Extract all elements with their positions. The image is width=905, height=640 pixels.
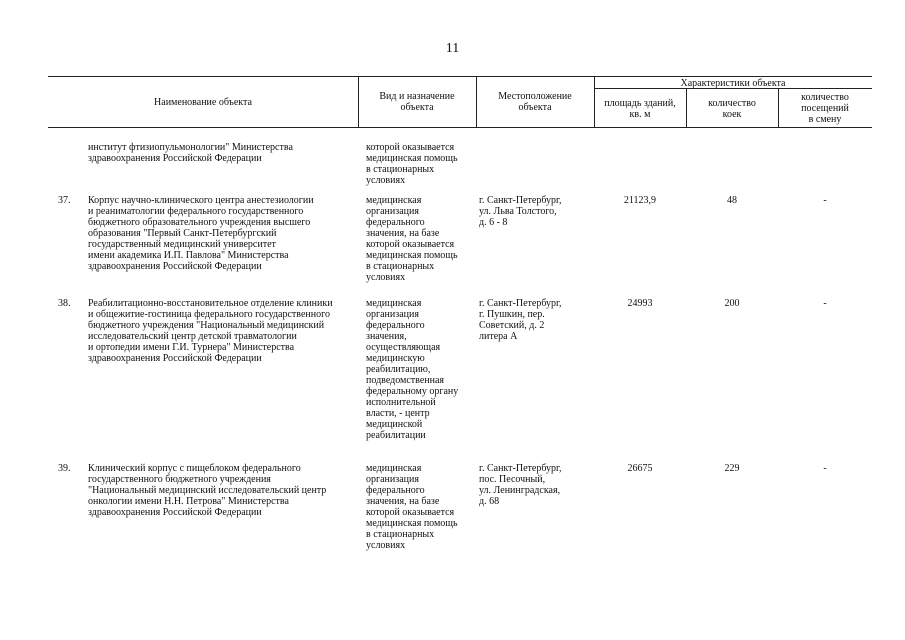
header-area: площадь зданий, кв. м	[604, 98, 676, 120]
row-38-name: Реабилитационно-восстановительное отделение клиники и общежитие-гостиница федерального государственного бюджетного учреждения "Национальный медицинский исследовательский центр детской травматологии и ортопедии имени Г.И. Турнера" Министерства здравоохранения Российской Федерации	[88, 298, 333, 364]
header-location: Местоположение объекта	[498, 91, 572, 113]
row-39-location: г. Санкт-Петербург, пос. Песочный, ул. Ленинградская, д. 68	[479, 463, 562, 507]
row-39-name: Клинический корпус с пищеблоком федерального государственного бюджетного учреждения "Национальный медицинский исследовательский центр онкологии имени Н.Н. Петрова" Министерства здравоохранения Российской Федерации	[88, 463, 327, 518]
header-name: Наименование объекта	[154, 97, 252, 108]
row-37-visits: -	[823, 195, 827, 206]
row-38-number: 38.	[58, 298, 71, 309]
row-37-beds: 48	[727, 195, 737, 206]
row-continuation-type: которой оказывается медицинская помощь в стационарных условиях	[366, 142, 458, 186]
table-top-rule	[48, 76, 872, 77]
row-39-type: медицинская организация федерального значения, на базе которой оказывается медицинская помощь в стационарных условиях	[366, 463, 458, 551]
row-37-location: г. Санкт-Петербург, ул. Льва Толстого, д. 6 - 8	[479, 195, 562, 228]
row-continuation-name: институт фтизиопульмонологии" Министерства здравоохранения Российской Федерации	[88, 142, 293, 164]
page-number: 11	[445, 41, 460, 56]
objects-table	[48, 76, 872, 636]
row-37-type: медицинская организация федерального значения, на базе которой оказывается медицинская помощь в стационарных условиях	[366, 195, 458, 283]
row-37-name: Корпус научно-клинического центра анестезиологии и реаниматологии федерального государственного бюджетного образовательного учреждения высшего образования "Первый Санкт-Петербургский государственный медицинский университет имени академика И.П. Павлова" Министерства здравоохранения Российской Федерации	[88, 195, 314, 272]
row-38-location: г. Санкт-Петербург, г. Пушкин, пер. Советский, д. 2 литера А	[479, 298, 562, 342]
header-characteristics: Характеристики объекта	[680, 78, 786, 89]
row-37-area: 21123,9	[623, 195, 657, 206]
row-39-number: 39.	[58, 463, 71, 474]
row-38-area: 24993	[627, 298, 653, 309]
row-39-beds: 229	[724, 463, 740, 474]
header-visits: количество посещений в смену	[801, 92, 849, 125]
row-38-type: медицинская организация федерального значения, осуществляющая медицинскую реабилитацию, подведомственная федеральному органу исполнительной власти, - центр медицинской реабилитации	[366, 298, 459, 441]
row-38-visits: -	[823, 298, 827, 309]
row-38-beds: 200	[724, 298, 740, 309]
row-39-area: 26675	[627, 463, 653, 474]
row-39-visits: -	[823, 463, 827, 474]
row-37-number: 37.	[58, 195, 71, 206]
header-type: Вид и назначение объекта	[379, 91, 455, 113]
header-beds: количество коек	[708, 98, 756, 120]
header-bottom-rule	[48, 127, 872, 128]
